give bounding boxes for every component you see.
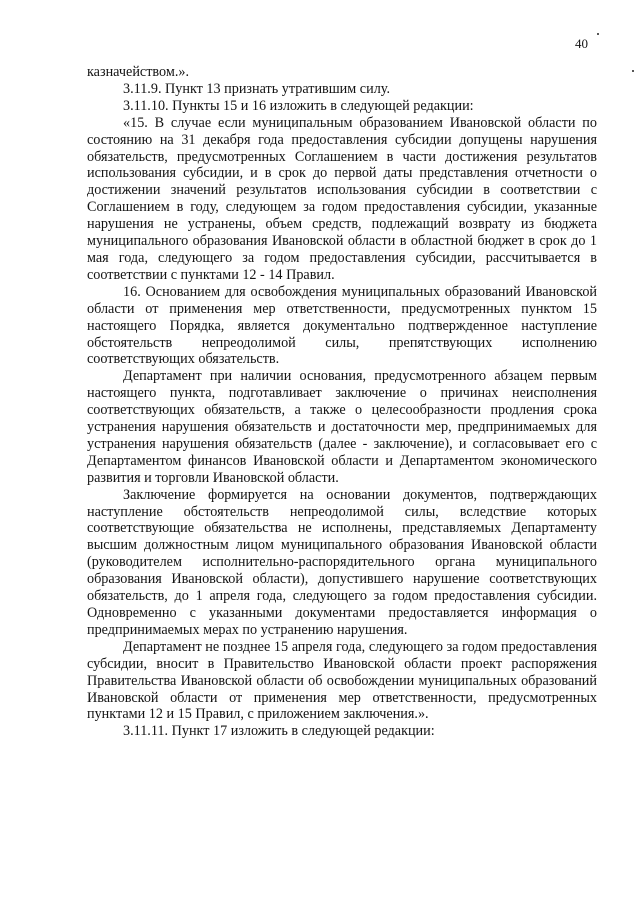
paragraph: 3.11.9. Пункт 13 признать утратившим силу. — [123, 80, 390, 97]
paragraph: 3.11.10. Пункты 15 и 16 изложить в следующей редакции: — [123, 97, 474, 114]
paragraph: Заключение формируется на основании документов, подтверждающих наступление обстоятельств непреодолимой силы, вследствие которых соответствующие обязательства не исполнены, представляемых Департаменту высшим должностным лицом муниципального образования Ивановской области (руководителем исполнительно-распорядительного органа муниципального образования Ивановской области), допустившего нарушение соответствующих обязательств, до 1 апреля года, следующего за годом предоставления субсидии. Одновременно с указанными документами предоставляется информация о предпринимаемых мерах по устранению нарушения. — [87, 486, 597, 638]
paragraph: казначейством.». — [87, 64, 190, 80]
paragraph: Департамент при наличии основания, предусмотренного абзацем первым настоящего пункта, подготавливает заключение о причинах неисполнения соответствующих обязательств, а также о целесообразности продления срока устранения нарушения обязательств и достаточности мер, предпринимаемых для устранения нарушения обязательств (далее - заключение), и согласовывает его с Департаментом финансов Ивановской области и Департаментом экономического развития и торговли Ивановской области. — [87, 368, 597, 486]
paragraph: Департамент не позднее 15 апреля года, следующего за годом предоставления субсидии, вносит в Правительство Ивановской области проект распоряжения Правительства Ивановской области об освобождении муниципальных образований Ивановской области от применения мер ответственности, предусмотренных пунктами 12 и 15 Правил, с приложением заключения.». — [87, 638, 597, 723]
paragraph: 3.11.11. Пункт 17 изложить в следующей редакции: — [123, 723, 435, 740]
paragraph: «15. В случае если муниципальным образованием Ивановской области по состоянию на 31 декабря года предоставления субсидии допущены нарушения обязательств, предусмотренных Соглашением в части достижения результатов использования субсидии, и в срок до первой даты представления отчетности о достижении значений результатов использования субсидии в соответствии с Соглашением в году, следующем за годом предоставления субсидии, указанные нарушения не устранены, объем средств, подлежащий возврату из бюджета муниципального образования Ивановской области в областной бюджет в срок до 1 мая года, следующего за годом предоставления субсидии, рассчитывается в соответствии с пунктами 12 - 14 Правил. — [87, 114, 597, 283]
scan-speck — [632, 70, 634, 72]
scan-speck — [597, 33, 599, 35]
document-body — [87, 64, 597, 740]
page-number: 40 — [575, 36, 588, 51]
paragraph: 16. Основанием для освобождения муниципальных образований Ивановской области от применения мер ответственности, предусмотренных пунктом 15 настоящего Порядка, является документально подтвержденное наступление обстоятельств непреодолимой силы, препятствующих исполнению соответствующих обязательств. — [87, 283, 597, 368]
